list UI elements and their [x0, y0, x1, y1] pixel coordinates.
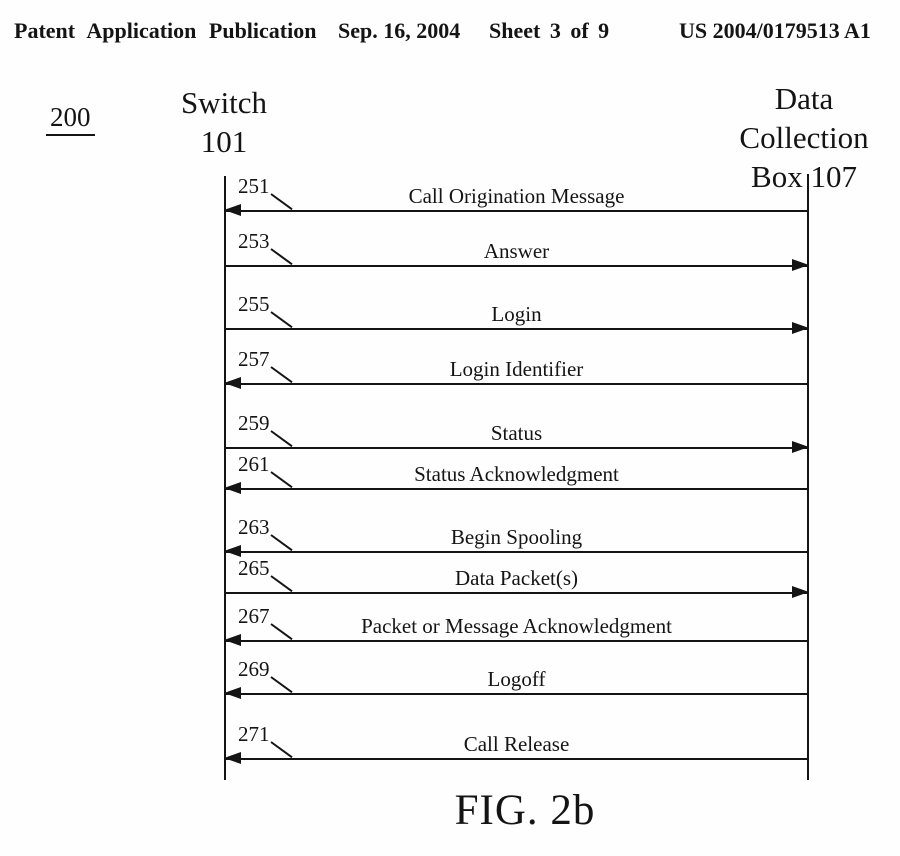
arrow-right-icon — [792, 259, 809, 271]
arrow-left-icon — [224, 204, 241, 216]
message-row — [225, 453, 808, 490]
message-ref-number: 261 — [238, 452, 270, 476]
message-row — [225, 348, 808, 385]
figure-ref-number: 200 — [46, 102, 95, 136]
message-label: Begin Spooling — [450, 525, 583, 549]
message-label: Status Acknowledgment — [414, 462, 619, 486]
dcb-name-line3: Box 107 — [751, 158, 857, 194]
arrow-left-icon — [224, 377, 241, 389]
message-row — [225, 412, 808, 449]
message-ref-number: 251 — [238, 174, 270, 198]
message-ref-number: 255 — [238, 292, 270, 316]
publication-title: Patent Application Publication — [14, 18, 317, 43]
figure-caption: FIG. 2b — [454, 787, 596, 834]
publication-header — [0, 18, 900, 46]
switch-ref: 101 — [200, 123, 248, 159]
message-ref-number: 265 — [238, 556, 270, 580]
arrow-right-icon — [792, 322, 809, 334]
message-label: Call Release — [463, 732, 570, 756]
arrow-left-icon — [224, 752, 241, 764]
dcb-name-line1: Data — [774, 81, 834, 116]
message-row — [225, 658, 808, 695]
arrow-left-icon — [224, 482, 241, 494]
message-label: Packet or Message Acknowledgment — [361, 614, 672, 638]
message-label: Login — [491, 302, 542, 326]
message-label: Status — [490, 421, 543, 445]
arrow-right-icon — [792, 586, 809, 598]
sheet-number: Sheet 3 of 9 — [489, 18, 610, 43]
message-label: Answer — [483, 239, 550, 263]
message-ref-number: 259 — [238, 411, 270, 435]
message-ref-number: 257 — [238, 347, 270, 371]
message-label: Data Packet(s) — [454, 566, 579, 590]
patent-number: US 2004/0179513 A1 — [679, 18, 871, 43]
message-ref-number: 267 — [238, 604, 270, 628]
message-ref-number: 253 — [238, 229, 270, 253]
lifeline-header-data-collection-box — [718, 80, 890, 196]
message-label: Login Identifier — [449, 357, 584, 381]
message-row — [225, 230, 808, 267]
message-row — [225, 516, 808, 553]
switch-name: Switch — [180, 85, 268, 120]
dcb-name-line2: Collection — [739, 119, 869, 155]
arrow-left-icon — [224, 687, 241, 699]
message-row — [225, 293, 808, 330]
arrow-right-icon — [792, 441, 809, 453]
dcb-ref: 107 — [810, 158, 857, 194]
message-label: Call Origination Message — [408, 184, 625, 208]
message-row — [225, 605, 808, 642]
message-ref-number: 271 — [238, 722, 270, 746]
message-label: Logoff — [487, 667, 546, 691]
message-ref-number: 263 — [238, 515, 270, 539]
publication-date: Sep. 16, 2004 — [338, 18, 461, 43]
lifeline-header-switch — [144, 84, 304, 162]
message-ref-number: 269 — [238, 657, 270, 681]
arrow-left-icon — [224, 634, 241, 646]
message-row — [225, 557, 808, 594]
message-row — [225, 723, 808, 760]
